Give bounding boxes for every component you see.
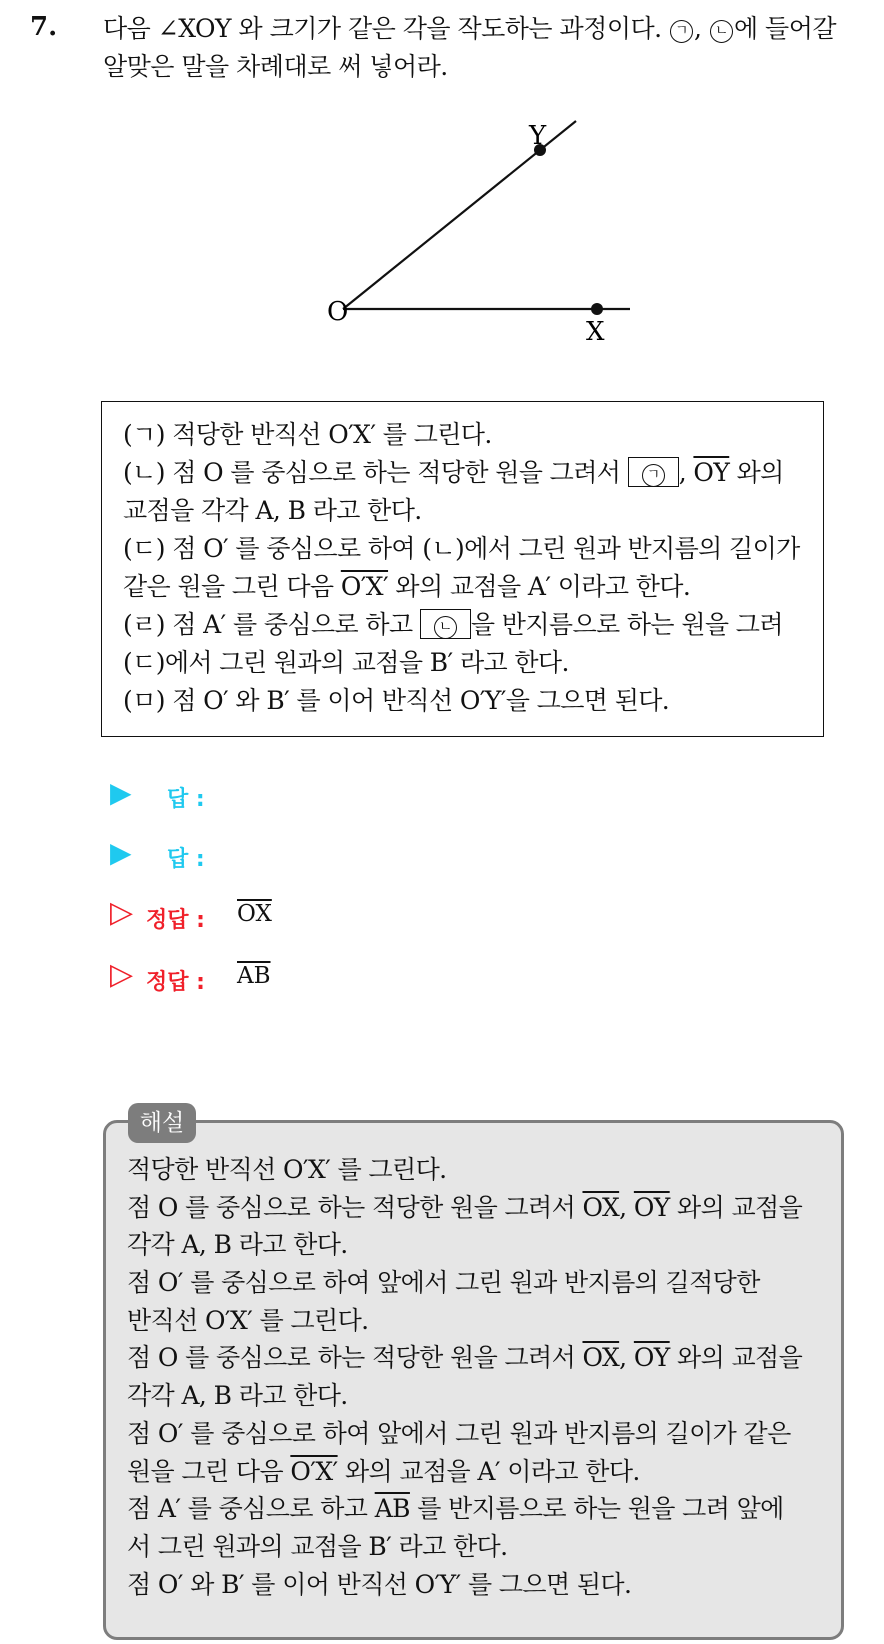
explanation-line (127, 1189, 825, 1227)
explanation-line (127, 1453, 825, 1491)
play-arrow-icon: ▶ (110, 836, 132, 869)
label-x: X (586, 317, 605, 347)
step-5: (ㅁ) 점 O′ 와 B′ 를 이어 반직선 O′Y′을 그으면 된다. (123, 686, 670, 715)
step-2 (123, 454, 807, 492)
question-line2: 알맞은 말을 차례대로 써 넣어라. (103, 52, 448, 81)
answer-label: 답 : (167, 847, 205, 872)
blank-box-2 (420, 609, 471, 639)
explanation-text: 와의 교점을 (677, 1343, 803, 1373)
construction-steps-box (101, 401, 824, 737)
step-4 (123, 606, 807, 644)
angle-figure (0, 0, 884, 400)
explanation-line: 각각 A, B 라고 한다. (127, 1230, 348, 1260)
question-line1: 다음 ∠XOY 와 크기가 같은 각을 작도하는 과정이다. (103, 14, 662, 43)
segment-o-x-prime: O′X′ (340, 572, 389, 601)
outline-arrow-icon: ▷ (110, 895, 134, 930)
circled-letter-blank-1: ㄱ (642, 464, 665, 487)
explanation-line: 점 O′ 와 B′ 를 이어 반직선 O′Y′ 를 그으면 된다. (127, 1569, 632, 1599)
explanation-text: 와의 교점을 (677, 1192, 803, 1222)
explanation-line: 점 O′ 를 중심으로 하여 앞에서 그린 원과 반지름의 길적당한 (127, 1268, 760, 1298)
circled-letter-blank-2: ㄴ (434, 616, 457, 639)
explanation-text: 점 O 를 중심으로 하는 적당한 원을 그려서 (127, 1192, 576, 1222)
step-2-cont: 교점을 각각 A, B 라고 한다. (123, 496, 422, 525)
explanation-line (127, 1339, 825, 1377)
explanation-line (127, 1490, 825, 1528)
question-line1-end: 에 들어갈 (733, 14, 837, 43)
step-3-text: 같은 원을 그린 다음 (123, 572, 334, 601)
step-4-end: 을 반지름으로 하는 원을 그려 (470, 610, 783, 639)
step-2-text: (ㄴ) 점 O 를 중심으로 하는 적당한 원을 그려서 (123, 458, 621, 487)
circled-letter-1: ㄱ (670, 20, 693, 43)
blank-box-1 (628, 457, 679, 487)
segment-oy: $\overline{OY}$ (633, 1343, 670, 1373)
separator: , (694, 14, 702, 43)
explanation-line: 점 O′ 를 중심으로 하여 앞에서 그린 원과 반지름의 길이가 같은 (127, 1418, 791, 1448)
correct-answer-label: 정답 : (146, 970, 205, 995)
point-x (591, 303, 603, 315)
step-4-cont: (ㄷ)에서 그린 원과의 교점을 B′ 라고 한다. (123, 648, 569, 677)
explanation-text: 와의 교점을 A′ 이라고 한다. (344, 1456, 640, 1486)
answer-label: 답 : (167, 787, 205, 812)
correct-answer-label: 정답 : (146, 908, 205, 933)
explanation-line: 반직선 O′X′ 를 그린다. (127, 1305, 369, 1335)
circled-letter-2: ㄴ (710, 20, 733, 43)
explanation-tab: 해설 (128, 1103, 196, 1143)
segment-ab: $\overline{AB}$ (374, 1494, 410, 1524)
step-3: (ㄷ) 점 O′ 를 중심으로 하여 (ㄴ)에서 그린 원과 반지름의 길이가 (123, 534, 800, 563)
separator: , (678, 458, 687, 487)
step-3-cont (123, 568, 807, 606)
explanation-box (103, 1120, 844, 1640)
separator: , (619, 1192, 627, 1222)
explanation-text: 점 O 를 중심으로 하는 적당한 원을 그려서 (127, 1343, 576, 1373)
separator: , (619, 1343, 627, 1373)
segment-ox: $\overline{OX}$ (582, 1192, 620, 1222)
step-1: (ㄱ) 적당한 반직선 O′X′ 를 그린다. (123, 420, 492, 449)
step-2-end: 와의 (736, 458, 784, 487)
label-y: Y (529, 121, 547, 151)
play-arrow-icon: ▶ (110, 776, 132, 809)
label-o: O (327, 297, 349, 327)
step-3-end: 와의 교점을 A′ 이라고 한다. (395, 572, 691, 601)
explanation-text: 를 반지름으로 하는 원을 그려 앞에 (417, 1494, 784, 1524)
explanation-text: 원을 그린 다음 (127, 1456, 283, 1486)
step-4-text: (ㄹ) 점 A′ 를 중심으로 하고 (123, 610, 413, 639)
explanation-line: 각각 A, B 라고 한다. (127, 1381, 348, 1411)
segment-oy: $\overline{OY}$ (633, 1192, 670, 1222)
question-number: 7. (30, 12, 58, 42)
outline-arrow-icon: ▷ (110, 957, 134, 992)
segment-o-x-prime: O′X′ (290, 1456, 338, 1486)
segment-oy: $\overline{OY}$ (693, 458, 730, 487)
explanation-line: 서 그린 원과의 교점을 B′ 라고 한다. (127, 1531, 508, 1561)
explanation-line: 적당한 반직선 O′X′ 를 그린다. (127, 1155, 447, 1184)
segment-ox: $\overline{OX}$ (582, 1343, 620, 1373)
correct-answer-value: $\overline{AB}$ (237, 963, 271, 989)
correct-answer-value: $\overline{OX}$ (237, 901, 272, 927)
explanation-text: 점 A′ 를 중심으로 하고 (127, 1494, 368, 1524)
